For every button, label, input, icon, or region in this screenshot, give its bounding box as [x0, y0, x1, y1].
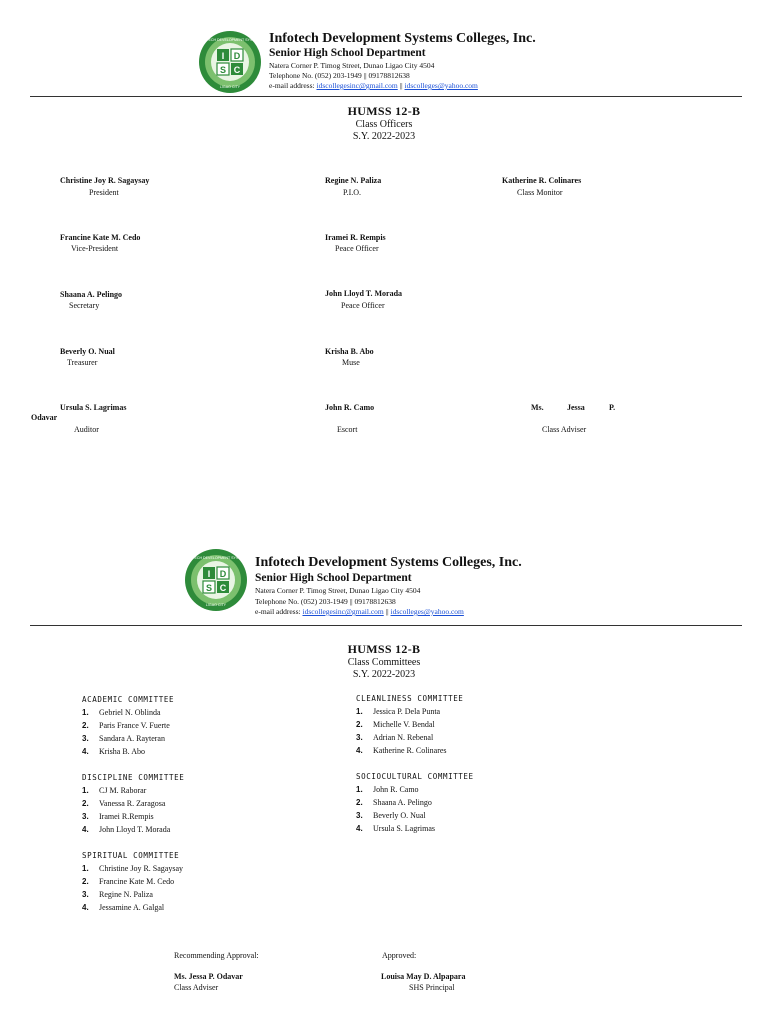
- officer-name: Francine Kate M. Cedo: [60, 233, 141, 242]
- member-name: Gebriel N. Oblinda: [99, 708, 161, 717]
- list-item: [82, 864, 183, 873]
- email-link-yahoo[interactable]: idscolleges@yahoo.com: [404, 81, 478, 90]
- list-item: [356, 707, 440, 716]
- officer-role: P.I.O.: [343, 188, 362, 197]
- committee-title-discipline: DISCIPLINE COMMITTEE: [82, 773, 185, 782]
- approved-name: Louisa May D. Alpapara: [381, 972, 466, 981]
- officer-name: John Lloyd T. Morada: [325, 289, 403, 298]
- email-label: e-mail address:: [269, 81, 315, 90]
- seal-letter-4: C: [219, 583, 227, 593]
- adviser-name-first: Jessa: [567, 403, 585, 412]
- list-item: [82, 812, 154, 821]
- list-item: [82, 734, 165, 743]
- member-name: Krisha B. Abo: [99, 747, 145, 756]
- list-item: [82, 890, 153, 899]
- email-line: [269, 81, 478, 91]
- seal-letter-2: D: [219, 569, 227, 579]
- member-name: Regine N. Paliza: [99, 890, 153, 899]
- list-item: [356, 824, 435, 833]
- list-item: [356, 798, 432, 807]
- member-name: Jessica P. Dela Punta: [373, 707, 441, 716]
- committee-title-academic: ACADEMIC COMMITTEE: [82, 695, 175, 704]
- class-name: HUMSS 12-B: [347, 104, 421, 118]
- email-label: e-mail address:: [255, 607, 301, 616]
- list-item: [356, 733, 433, 742]
- school-year: S.Y. 2022-2023: [352, 131, 416, 142]
- list-item: [82, 877, 174, 886]
- department-name: Senior High School Department: [269, 47, 426, 59]
- member-name: Paris France V. Fuerte: [99, 721, 170, 730]
- school-seal-logo: [198, 30, 262, 94]
- seal-letter-3: S: [205, 583, 213, 593]
- list-number: 2.: [82, 721, 89, 730]
- committee-title-sociocultural: SOCIOCULTURAL COMMITTEE: [356, 772, 474, 781]
- officer-name: John R. Camo: [325, 403, 375, 412]
- adviser-name-prefix: Ms.: [531, 403, 544, 412]
- seal-bottom-text: LIGAO CITY: [219, 85, 241, 89]
- officer-name: Beverly O. Nual: [60, 347, 115, 356]
- member-name: Sandara A. Rayteran: [99, 734, 165, 743]
- list-number: 4.: [82, 903, 89, 912]
- officer-role: Peace Officer: [335, 244, 379, 253]
- seal-top-text: INFOTECH DEVELOPMENT SYSTEMS: [184, 556, 248, 560]
- list-number: 1.: [356, 785, 363, 794]
- list-number: 1.: [82, 864, 89, 873]
- officer-role: Class Monitor: [517, 188, 563, 197]
- email-separator: ||: [383, 607, 391, 616]
- officer-name: Christine Joy R. Sagaysay: [60, 176, 150, 185]
- list-number: 4.: [82, 825, 89, 834]
- list-number: 1.: [82, 786, 89, 795]
- member-name: CJ M. Raborar: [99, 786, 147, 795]
- list-item: [82, 786, 146, 795]
- officer-role: Secretary: [69, 301, 100, 310]
- list-item: [82, 747, 145, 756]
- member-name: Christine Joy R. Sagaysay: [99, 864, 183, 873]
- seal-bottom-text: LIGAO CITY: [205, 603, 227, 607]
- list-number: 3.: [82, 734, 89, 743]
- officer-name: Regine N. Paliza: [325, 176, 382, 185]
- approved-label: Approved:: [382, 951, 417, 960]
- seal-letter-4: C: [233, 65, 241, 75]
- officer-role: Auditor: [74, 425, 99, 434]
- adviser-name-last: Odavar: [31, 413, 58, 422]
- officer-name: Ursula S. Lagrimas: [60, 403, 127, 412]
- officer-name: Iramei R. Rempis: [325, 233, 386, 242]
- institution-name: Infotech Development Systems Colleges, Inc.: [255, 555, 522, 570]
- department-name: Senior High School Department: [255, 572, 412, 584]
- officer-role: Peace Officer: [341, 301, 385, 310]
- address-line: Natera Corner P. Timog Street, Dunao Ligao City 4504: [269, 61, 435, 70]
- member-name: Katherine R. Colinares: [373, 746, 447, 755]
- list-number: 2.: [82, 877, 89, 886]
- list-number: 4.: [82, 747, 89, 756]
- list-number: 3.: [356, 733, 363, 742]
- telephone-line: Telephone No. (052) 203-1949 || 09178812638: [269, 71, 410, 80]
- list-number: 4.: [356, 746, 363, 755]
- member-name: Vanessa R. Zaragosa: [99, 799, 166, 808]
- seal-letter-1: I: [207, 569, 211, 579]
- list-item: [82, 799, 165, 808]
- telephone-line: Telephone No. (052) 203-1949 || 09178812638: [255, 597, 396, 606]
- list-number: 2.: [82, 799, 89, 808]
- list-item: [82, 825, 170, 834]
- member-name: Jessamine A. Galgal: [99, 903, 165, 912]
- member-name: Adrian N. Rebenal: [373, 733, 434, 742]
- email-link-gmail[interactable]: idscollegesinc@gmail.com: [316, 81, 398, 90]
- email-separator: ||: [397, 81, 405, 90]
- approved-role: SHS Principal: [409, 983, 455, 992]
- recommending-name: Ms. Jessa P. Odavar: [174, 972, 243, 981]
- address-line: Natera Corner P. Timog Street, Dunao Ligao City 4504: [255, 586, 421, 595]
- list-number: 4.: [356, 824, 363, 833]
- header-rule: [30, 96, 742, 97]
- member-name: Francine Kate M. Cedo: [99, 877, 175, 886]
- list-item: [356, 811, 426, 820]
- seal-letter-2: D: [233, 51, 241, 61]
- officer-role: Muse: [342, 358, 360, 367]
- list-number: 3.: [82, 812, 89, 821]
- list-number: 1.: [356, 707, 363, 716]
- committee-title-spiritual: SPIRITUAL COMMITTEE: [82, 851, 180, 860]
- member-name: Michelle V. Bendal: [373, 720, 435, 729]
- officer-name: Shaana A. Pelingo: [60, 290, 123, 299]
- member-name: Beverly O. Nual: [373, 811, 426, 820]
- committees-subtitle: Class Committees: [347, 657, 421, 668]
- list-item: [82, 721, 170, 730]
- school-seal-logo: [184, 548, 248, 617]
- member-name: John R. Camo: [373, 785, 419, 794]
- officer-role: President: [89, 188, 119, 197]
- committee-title-cleanliness: CLEANLINESS COMMITTEE: [356, 694, 464, 703]
- institution-name: Infotech Development Systems Colleges, Inc.: [269, 31, 536, 46]
- list-number: 3.: [356, 811, 363, 820]
- member-name: Ursula S. Lagrimas: [373, 824, 435, 833]
- adviser-role: Class Adviser: [542, 425, 587, 434]
- seal-letter-1: I: [221, 51, 225, 61]
- recommending-role: Class Adviser: [174, 983, 219, 992]
- list-number: 2.: [356, 720, 363, 729]
- officer-role: Treasurer: [67, 358, 98, 367]
- list-number: 1.: [82, 708, 89, 717]
- officer-name: Katherine R. Colinares: [502, 176, 582, 185]
- member-name: Shaana A. Pelingo: [373, 798, 432, 807]
- list-item: [356, 785, 419, 794]
- list-item: [356, 720, 435, 729]
- officers-title-block: [0, 104, 768, 143]
- officer-role: Escort: [337, 425, 358, 434]
- list-item: [82, 903, 164, 912]
- email-link-yahoo[interactable]: idscolleges@yahoo.com: [390, 607, 464, 616]
- officers-subtitle: Class Officers: [355, 119, 413, 130]
- officer-name: Krisha B. Abo: [325, 347, 374, 356]
- seal-letter-3: S: [219, 65, 227, 75]
- committees-title-block: [0, 642, 768, 681]
- header-rule: [30, 625, 742, 626]
- officer-role: Vice-President: [71, 244, 119, 253]
- seal-top-text: INFOTECH DEVELOPMENT SYSTEMS: [198, 38, 262, 42]
- adviser-name-initial: P.: [609, 403, 616, 412]
- list-item: [82, 708, 161, 717]
- email-link-gmail[interactable]: idscollegesinc@gmail.com: [302, 607, 384, 616]
- member-name: John Lloyd T. Morada: [99, 825, 171, 834]
- list-number: 3.: [82, 890, 89, 899]
- list-number: 2.: [356, 798, 363, 807]
- email-line: [255, 607, 464, 617]
- school-year: S.Y. 2022-2023: [352, 669, 416, 680]
- recommending-label: Recommending Approval:: [174, 951, 259, 960]
- class-name: HUMSS 12-B: [347, 642, 421, 656]
- member-name: Iramei R.Rempis: [99, 812, 154, 821]
- list-item: [356, 746, 447, 755]
